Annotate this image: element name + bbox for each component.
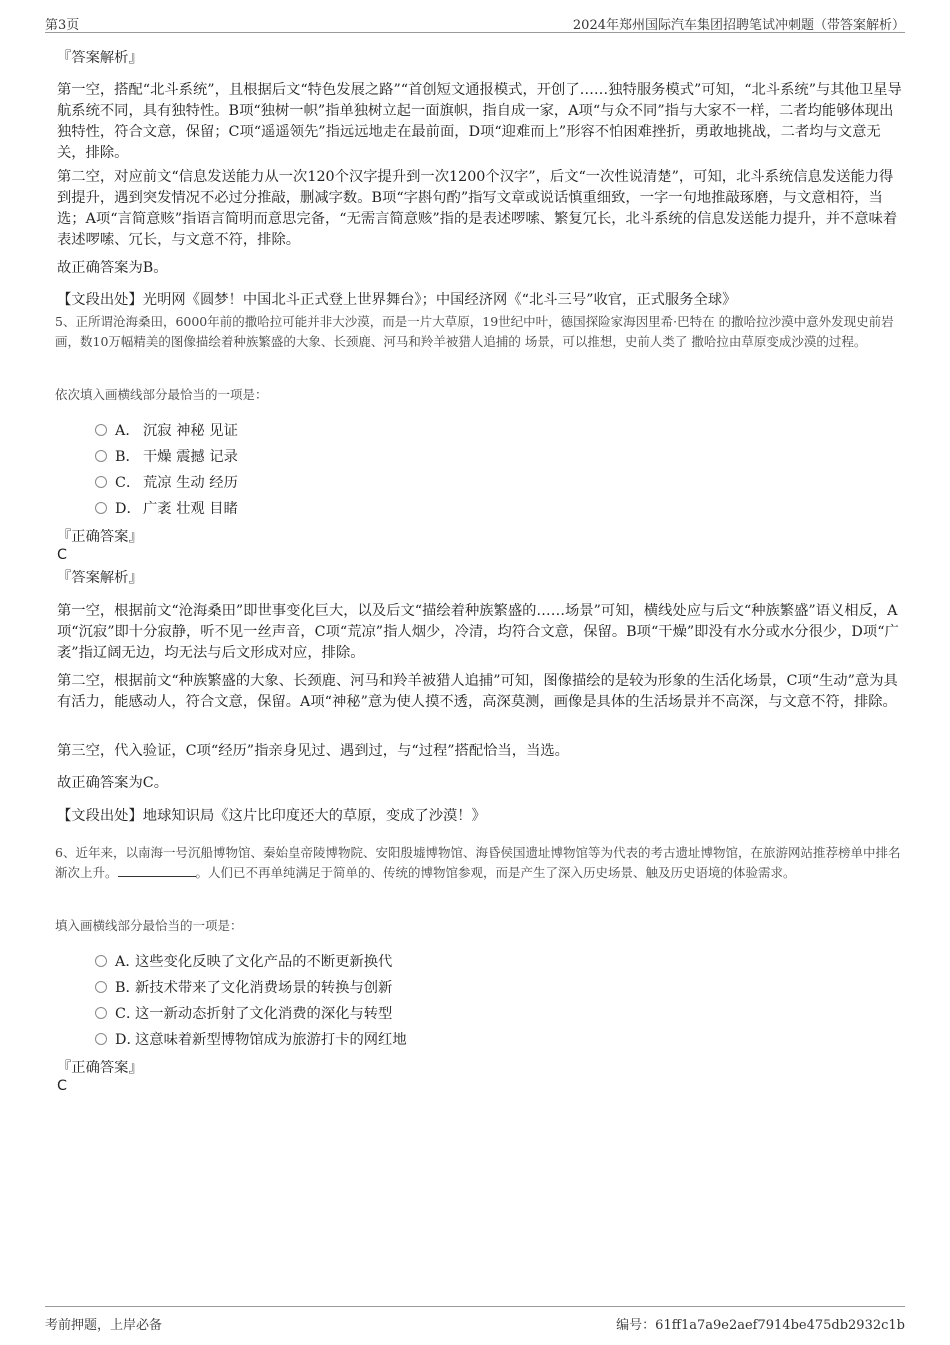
page-footer — [45, 1306, 905, 1333]
question-6-option-c[interactable]: C．这一新动态折射了文化消费的深化与转型 — [95, 1004, 392, 1024]
radio-icon[interactable] — [95, 1007, 107, 1019]
question-5-analysis-paragraph-1: 第一空，根据前文“沧海桑田”即世事变化巨大，以及后文“描绘着种族繁盛的……场景”可知，横线处应与后文“种族繁盛”语义相反，A项“沉寂”即十分寂静，听不见一丝声音，C项“荒凉”指人烟少，冷清，均符合文意，保留。B项“干燥”即没有水分或水分很少，D项“广袤”指辽阔无边，均无法与后文形成对应，排除。 — [57, 603, 899, 661]
question-5-answer-label: 『正确答案』 — [57, 529, 143, 545]
question-5-analysis-label: 『答案解析』 — [57, 570, 143, 586]
page-number: 第3页 — [45, 18, 80, 33]
document-title: 2024年郑州国际汽车集团招聘笔试冲刺题（带答案解析） — [572, 18, 905, 33]
question-6-stem: 6、近年来，以南海一号沉船博物馆、秦始皇帝陵博物院、安阳殷墟博物馆、海昏侯国遗址博物馆等为代表的考古遗址博物馆，在旅游网站推荐榜单中排名渐次上升。 。人们已不再单纯满足于简单的、传统的博物馆参观，而是产生了深入历史场景、触及历史语境的体验需求。 — [55, 845, 901, 880]
radio-icon[interactable] — [95, 502, 107, 514]
answer-blank — [118, 864, 196, 877]
prev-analysis-paragraph-1: 第一空，搭配“北斗系统”，且根据后文“特色发展之路”“首创短文通报模式，开创了……独特服务模式”可知，“北斗系统”与其他卫星导航系统不同，具有独特性。B项“独树一帜”指单独树立起一面旗帜，指自成一家，A项“与众不同”指与大家不一样，二者均能够体现出独特性，符合文意，保留；C项“遥遥领先”指远远地走在最前面，D项“迎难而上”形容不怕困难挫折，勇敢地挑战，二者均与文意无关，排除。 — [57, 82, 902, 161]
question-6-answer-label: 『正确答案』 — [57, 1060, 143, 1076]
question-5-conclusion: 故正确答案为C。 — [57, 775, 169, 791]
question-5-analysis-paragraph-2: 第二空，根据前文“种族繁盛的大象、长颈鹿、河马和羚羊被猎人追捕”可知，图像描绘的是较为形象的生活化场景，C项“生动”意为具有活力，能感动人，符合文意，保留。A项“神秘”意为使人摸不透，高深莫测，画像是具体的生活场景并不高深，与文意不符，排除。 — [57, 673, 898, 710]
question-5-option-a[interactable]: A． 沉寂 神秘 见证 — [95, 421, 238, 441]
question-5-option-d[interactable]: D． 广袤 壮观 目睹 — [95, 499, 238, 519]
question-6-instruction: 填入画横线部分最恰当的一项是： — [55, 918, 243, 933]
radio-icon[interactable] — [95, 981, 107, 993]
document-id: 编号：61ff1a7a9e2aef7914be475db2932c1b — [616, 1318, 905, 1333]
radio-icon[interactable] — [95, 476, 107, 488]
radio-icon[interactable] — [95, 955, 107, 967]
question-5-answer: C — [57, 547, 67, 563]
question-6-option-a[interactable]: A．这些变化反映了文化产品的不断更新换代 — [95, 952, 392, 972]
question-6-option-b[interactable]: B．新技术带来了文化消费场景的转换与创新 — [95, 978, 392, 998]
question-5-option-c[interactable]: C． 荒凉 生动 经历 — [95, 473, 238, 493]
page-header — [45, 12, 905, 33]
question-5-instruction: 依次填入画横线部分最恰当的一项是： — [55, 387, 268, 402]
question-6-option-d[interactable]: D．这意味着新型博物馆成为旅游打卡的网红地 — [95, 1030, 407, 1050]
prev-analysis-paragraph-2: 第二空，对应前文“信息发送能力从一次120个汉字提升到一次1200个汉字”，后文“一次性说清楚”，可知，北斗系统信息发送能力得到提升，遇到突发情况不必过分推敲，删减字数。B项“字斟句酌”指写文章或说话慎重细致，一字一句地推敲琢磨，与文意相符，当选；A项“言简意赅”指语言简明而意思完备，“无需言简意赅”指的是表述啰嗦、繁复冗长，北斗系统的信息发送能力提升，并不意味着表述啰嗦、冗长，与文意不符，排除。 — [57, 169, 898, 248]
question-5-analysis-paragraph-3: 第三空，代入验证，C项“经历”指亲身见过、遇到过，与“过程”搭配恰当，当选。 — [57, 743, 569, 759]
question-5-source: 【文段出处】地球知识局《这片比印度还大的草原，变成了沙漠！》 — [57, 808, 486, 824]
question-5-option-b[interactable]: B． 干燥 震撼 记录 — [95, 447, 238, 467]
radio-icon[interactable] — [95, 424, 107, 436]
radio-icon[interactable] — [95, 1033, 107, 1045]
prev-analysis-label: 『答案解析』 — [57, 50, 143, 66]
question-6-answer: C — [57, 1078, 67, 1094]
footer-slogan: 考前押题，上岸必备 — [45, 1318, 163, 1333]
prev-source: 【文段出处】光明网《圆梦！中国北斗正式登上世界舞台》；中国经济网《“北斗三号”收官，正式服务全球》 — [57, 292, 737, 308]
radio-icon[interactable] — [95, 450, 107, 462]
prev-conclusion: 故正确答案为B。 — [57, 260, 168, 276]
question-5-stem: 5、正所谓沧海桑田，6000年前的撒哈拉可能并非大沙漠，而是一片大草原，19世纪中叶，德国探险家海因里希·巴特在 的撒哈拉沙漠中意外发现史前岩画，数10万幅精美的图像描绘着种族繁盛的大象、长颈鹿、河马和羚羊被猎人追捕的 场景，可以推想，史前人类了 撒哈拉由草原变成沙漠的过程。 — [55, 314, 894, 349]
